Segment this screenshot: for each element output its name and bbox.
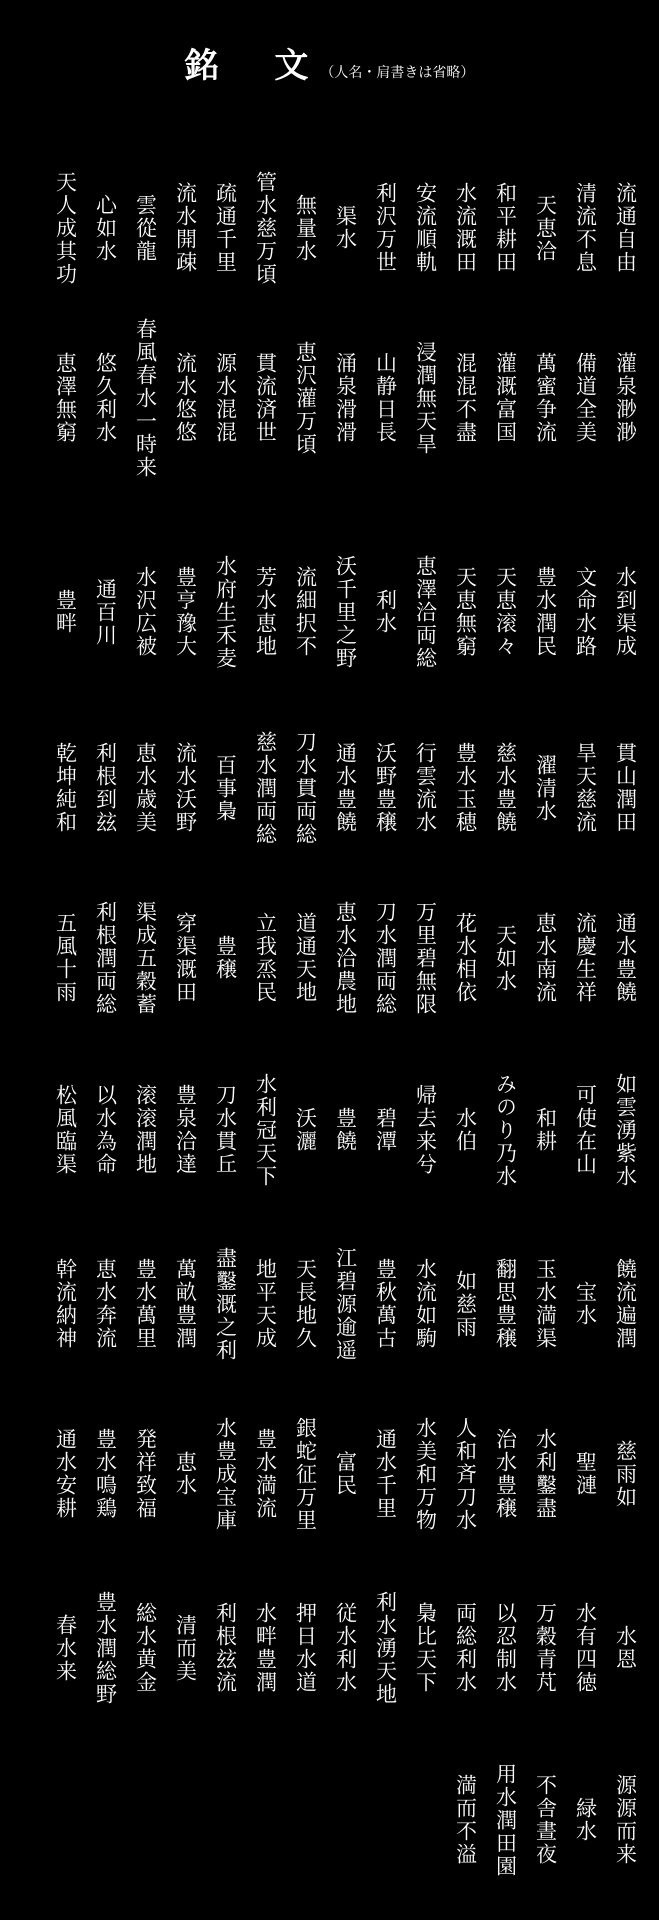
inscription-phrase: 清而美 [173, 1613, 198, 1683]
inscription-phrase: 総水黄金 [133, 1602, 158, 1694]
inscription-column [485, 298, 525, 498]
inscription-column [405, 1030, 445, 1230]
inscription-phrase: 通水安耕 [53, 1428, 78, 1520]
inscription-phrase: 水利冠天下 [253, 1072, 278, 1188]
inscription-phrase: 水流溉田 [453, 182, 478, 274]
inscription-phrase: 梟比天下 [413, 1602, 438, 1694]
inscription-phrase: 豊秋萬古 [373, 1258, 398, 1350]
inscription-phrase: 両総利水 [453, 1602, 478, 1694]
inscription-phrase: 地平天成 [253, 1258, 278, 1350]
inscription-phrase: 饒流遍潤 [613, 1258, 638, 1350]
inscription-column [205, 298, 245, 498]
inscription-column [125, 298, 165, 498]
inscription-column [485, 858, 525, 1058]
inscription-phrase: 治水豊穣 [493, 1428, 518, 1520]
inscription-column [325, 858, 365, 1058]
inscription-column [525, 512, 565, 712]
inscription-column [525, 1374, 565, 1574]
inscription-phrase: 利水 [373, 589, 398, 635]
inscription-column [525, 858, 565, 1058]
page-subtitle: （人名・肩書きは省略） [320, 65, 475, 81]
inscription-column [525, 1720, 565, 1920]
inscription-phrase: 通百川 [93, 577, 118, 647]
inscription-phrase: 豊水鳴鶏 [93, 1428, 118, 1520]
inscription-block [5, 1030, 645, 1230]
inscription-column [285, 298, 325, 498]
inscription-column [485, 1548, 525, 1748]
inscription-phrase: 貫流済世 [253, 352, 278, 444]
inscription-column [405, 512, 445, 712]
inscription-phrase: 渠成五穀蓄 [133, 900, 158, 1016]
inscription-phrase: 和耕 [533, 1107, 558, 1153]
inscription-phrase: 清流不息 [573, 182, 598, 274]
inscription-phrase: 豊水満流 [253, 1428, 278, 1520]
inscription-phrase: 慈水潤両総 [253, 730, 278, 846]
inscription-phrase: 滚滚潤地 [133, 1084, 158, 1176]
inscription-phrase: 玉水満渠 [533, 1258, 558, 1350]
inscription-phrase: 天長地久 [293, 1258, 318, 1350]
inscription-phrase: 流水沃野 [173, 742, 198, 834]
inscription-phrase: 豊水萬里 [133, 1258, 158, 1350]
inscription-phrase: 和平耕田 [493, 182, 518, 274]
inscription-block [5, 1548, 645, 1748]
inscription-phrase: 利沢万世 [373, 182, 398, 274]
inscription-phrase: 水府生禾麦 [213, 554, 238, 670]
inscription-phrase: 浸潤無天旱 [413, 340, 438, 456]
inscription-phrase: 恵水奔流 [93, 1258, 118, 1350]
inscription-phrase: 江碧源逾遥 [333, 1246, 358, 1362]
inscription-column [125, 1030, 165, 1230]
inscription-phrase: 以忍制水 [493, 1602, 518, 1694]
inscription-column [205, 512, 245, 712]
inscription-phrase: 文命水路 [573, 566, 598, 658]
inscription-phrase: 五風十雨 [53, 912, 78, 1004]
inscription-phrase: 翻思豊穣 [493, 1258, 518, 1350]
inscription-column [45, 1548, 85, 1748]
inscription-phrase: 水畔豊潤 [253, 1602, 278, 1694]
inscription-phrase: 発祥致福 [133, 1428, 158, 1520]
header [0, 38, 659, 87]
inscription-phrase: 帰去来兮 [413, 1084, 438, 1176]
inscription-column [445, 298, 485, 498]
inscription-block [5, 298, 645, 498]
inscription-phrase: 芳水恵地 [253, 566, 278, 658]
inscription-column [245, 512, 285, 712]
inscription-phrase: 水到渠成 [613, 566, 638, 658]
inscription-column [125, 1548, 165, 1748]
inscription-phrase: 渠水 [333, 205, 358, 251]
inscription-column [485, 1030, 525, 1230]
inscription-phrase: 百事梟 [213, 753, 238, 823]
page-title: 銘 文 [184, 46, 331, 86]
inscription-column [245, 858, 285, 1058]
inscription-column [565, 1548, 605, 1748]
inscription-phrase: 水恩 [613, 1625, 638, 1671]
inscription-phrase: 源源而来 [613, 1774, 638, 1866]
inscription-phrase: 水豊成宝庫 [213, 1416, 238, 1532]
inscription-phrase: 満而不溢 [453, 1774, 478, 1866]
inscription-phrase: 可使在山 [573, 1084, 598, 1176]
inscription-column [125, 1374, 165, 1574]
inscription-phrase: 刀水潤両総 [373, 900, 398, 1016]
inscription-column [85, 1030, 125, 1230]
inscription-column [45, 1030, 85, 1230]
inscription-phrase: 悠久利水 [93, 352, 118, 444]
inscription-phrase: 恵澤無窮 [53, 352, 78, 444]
inscription-phrase: 混混不盡 [453, 352, 478, 444]
inscription-phrase: 利水湧天地 [373, 1590, 398, 1706]
inscription-phrase: 天如水 [493, 923, 518, 993]
inscription-column [605, 858, 645, 1058]
inscription-phrase: 雲從龍 [133, 193, 158, 263]
inscription-phrase: みのり乃水 [493, 1072, 518, 1188]
inscription-phrase: 恵水洽農地 [333, 900, 358, 1016]
inscription-phrase: 灌溉富国 [493, 352, 518, 444]
inscription-column [205, 1374, 245, 1574]
inscription-phrase: 疏通千里 [213, 182, 238, 274]
inscription-column [565, 298, 605, 498]
inscription-column [85, 858, 125, 1058]
inscription-phrase: 利根潤両総 [93, 900, 118, 1016]
inscription-phrase: 灌泉渺渺 [613, 352, 638, 444]
inscription-phrase: 貫山潤田 [613, 742, 638, 834]
inscription-block [5, 512, 645, 712]
inscription-phrase: 通水豊饒 [613, 912, 638, 1004]
inscription-column [605, 298, 645, 498]
inscription-phrase: 水利鑿盡 [533, 1428, 558, 1520]
inscription-column [285, 1548, 325, 1748]
inscription-phrase: 水沢広被 [133, 566, 158, 658]
inscription-column [165, 298, 205, 498]
inscription-phrase: 涌泉滑滑 [333, 352, 358, 444]
inscription-column [605, 1030, 645, 1230]
inscription-phrase: 用水潤田園 [493, 1762, 518, 1878]
inscription-column [525, 1030, 565, 1230]
inscription-column [285, 1030, 325, 1230]
inscription-column [165, 1548, 205, 1748]
inscription-phrase: 慈雨如 [613, 1439, 638, 1509]
inscription-phrase: 豊泉洽達 [173, 1084, 198, 1176]
inscription-column [165, 1030, 205, 1230]
inscription-column [125, 512, 165, 712]
inscription-phrase: 従水利水 [333, 1602, 358, 1694]
inscription-phrase: 以水為命 [93, 1084, 118, 1176]
inscription-phrase: 不舎晝夜 [533, 1774, 558, 1866]
inscription-phrase: 宝水 [573, 1281, 598, 1327]
inscription-phrase: 恵澤洽両総 [413, 554, 438, 670]
inscription-phrase: 銀蛇征万里 [293, 1416, 318, 1532]
inscription-phrase: 管水慈万頃 [253, 170, 278, 286]
inscription-phrase: 通水豊饒 [333, 742, 358, 834]
inscription-phrase: 濯清水 [533, 753, 558, 823]
inscription-phrase: 沃千里之野 [333, 554, 358, 670]
inscription-phrase: 利根玆流 [213, 1602, 238, 1694]
inscription-phrase: 流通自由 [613, 182, 638, 274]
inscription-column [325, 1548, 365, 1748]
inscription-phrase: 山静日長 [373, 352, 398, 444]
inscription-phrase: 穿渠溉田 [173, 912, 198, 1004]
inscription-column [485, 1720, 525, 1920]
inscription-phrase: 花水相依 [453, 912, 478, 1004]
inscription-phrase: 立我烝民 [253, 912, 278, 1004]
inscription-column [365, 1030, 405, 1230]
inscription-phrase: 天恵洽 [533, 193, 558, 263]
inscription-phrase: 松風臨渠 [53, 1084, 78, 1176]
inscription-column [565, 512, 605, 712]
inscription-column [125, 858, 165, 1058]
inscription-phrase: 富民 [333, 1451, 358, 1497]
inscription-phrase: 盡鑿溉之利 [213, 1246, 238, 1362]
inscription-phrase: 如雲湧紫水 [613, 1072, 638, 1188]
inscription-column [605, 1374, 645, 1574]
inscription-column [365, 1374, 405, 1574]
inscription-phrase: 恵水 [173, 1451, 198, 1497]
inscription-phrase: 慈水豊饒 [493, 742, 518, 834]
inscription-column [485, 1374, 525, 1574]
inscription-column [445, 1374, 485, 1574]
inscription-phrase: 刀水貫両総 [293, 730, 318, 846]
inscription-phrase: 恵水歳美 [133, 742, 158, 834]
inscription-column [285, 1374, 325, 1574]
inscription-phrase: 沃灑 [293, 1107, 318, 1153]
inscription-phrase: 豊水玉穂 [453, 742, 478, 834]
inscription-column [365, 1548, 405, 1748]
inscription-column [485, 512, 525, 712]
inscription-column [45, 512, 85, 712]
inscription-column [565, 1374, 605, 1574]
inscription-phrase: 旱天慈流 [573, 742, 598, 834]
inscription-phrase: 万里碧無限 [413, 900, 438, 1016]
inscription-phrase: 万穀青芃 [533, 1602, 558, 1694]
inscription-phrase: 萬畝豊潤 [173, 1258, 198, 1350]
inscription-block [5, 1374, 645, 1574]
inscription-phrase: 恵沢灌万頃 [293, 340, 318, 456]
inscription-phrase: 萬蜜争流 [533, 352, 558, 444]
inscription-column [245, 1548, 285, 1748]
inscription-column [565, 1030, 605, 1230]
inscription-column [445, 1720, 485, 1920]
inscription-phrase: 流水開疎 [173, 182, 198, 274]
inscription-column [85, 1374, 125, 1574]
inscription-column [565, 1720, 605, 1920]
inscription-column [205, 858, 245, 1058]
inscription-phrase: 行雲流水 [413, 742, 438, 834]
inscription-column [85, 298, 125, 498]
inscription-column [45, 1374, 85, 1574]
inscription-phrase: 豊水潤総野 [93, 1590, 118, 1706]
inscription-phrase: 通水千里 [373, 1428, 398, 1520]
inscription-phrase: 水美和万物 [413, 1416, 438, 1532]
inscription-column [445, 512, 485, 712]
inscription-column [525, 1548, 565, 1748]
inscription-column [245, 298, 285, 498]
inscription-phrase: 豊穣 [213, 935, 238, 981]
inscription-phrase: 幹流納神 [53, 1258, 78, 1350]
inscription-phrase: 緑水 [573, 1797, 598, 1843]
inscription-column [605, 1548, 645, 1748]
inscription-block [5, 858, 645, 1058]
inscription-column [285, 858, 325, 1058]
inscription-phrase: 沃野豊穣 [373, 742, 398, 834]
inscription-block [5, 1720, 645, 1920]
inscription-column [245, 1374, 285, 1574]
inscription-phrase: 天人成其功 [53, 170, 78, 286]
inscription-phrase: 流慶生祥 [573, 912, 598, 1004]
inscription-phrase: 心如水 [93, 193, 118, 263]
inscription-column [605, 512, 645, 712]
inscription-phrase: 利根到玆 [93, 742, 118, 834]
inscription-column [325, 1030, 365, 1230]
inscription-phrase: 押日水道 [293, 1602, 318, 1694]
inscription-column [365, 512, 405, 712]
inscription-phrase: 流細択不 [293, 566, 318, 658]
inscription-phrase: 安流順軌 [413, 182, 438, 274]
inscription-phrase: 天恵無窮 [453, 566, 478, 658]
inscription-phrase: 刀水貫丘 [213, 1084, 238, 1176]
inscription-phrase: 豊畔 [53, 589, 78, 635]
inscription-column [405, 1374, 445, 1574]
inscription-column [165, 1374, 205, 1574]
inscription-phrase: 道通天地 [293, 912, 318, 1004]
inscription-phrase: 水伯 [453, 1107, 478, 1153]
inscription-column [45, 298, 85, 498]
inscription-column [45, 858, 85, 1058]
inscription-phrase: 天恵滚々 [493, 566, 518, 658]
inscription-column [85, 512, 125, 712]
inscription-phrase: 聖漣 [573, 1451, 598, 1497]
inscription-phrase: 源水混混 [213, 352, 238, 444]
inscription-phrase: 流水悠悠 [173, 352, 198, 444]
inscription-phrase: 如慈雨 [453, 1269, 478, 1339]
inscription-column [405, 858, 445, 1058]
inscription-phrase: 春風春水一時来 [133, 317, 158, 479]
inscription-phrase: 豊水潤民 [533, 566, 558, 658]
inscription-column [85, 1548, 125, 1748]
inscription-phrase: 乾坤純和 [53, 742, 78, 834]
inscription-phrase: 水流如駒 [413, 1258, 438, 1350]
inscription-column [325, 512, 365, 712]
inscription-column [165, 858, 205, 1058]
inscription-column [205, 1548, 245, 1748]
inscription-phrase: 水有四徳 [573, 1602, 598, 1694]
inscription-column [165, 512, 205, 712]
inscription-phrase: 春水来 [53, 1613, 78, 1683]
inscription-column [325, 298, 365, 498]
inscription-column [445, 1548, 485, 1748]
inscription-column [525, 298, 565, 498]
inscription-column [285, 512, 325, 712]
inscription-phrase: 恵水南流 [533, 912, 558, 1004]
inscription-column [405, 298, 445, 498]
inscription-phrase: 豊饒 [333, 1107, 358, 1153]
inscription-column [245, 1030, 285, 1230]
inscription-column [605, 1720, 645, 1920]
inscription-phrase: 無量水 [293, 193, 318, 263]
inscription-column [445, 858, 485, 1058]
inscription-column [365, 858, 405, 1058]
inscription-phrase: 碧潭 [373, 1107, 398, 1153]
inscription-phrase: 豊亨豫大 [173, 566, 198, 658]
inscription-column [405, 1548, 445, 1748]
inscription-column [445, 1030, 485, 1230]
inscription-column [565, 858, 605, 1058]
inscription-column [365, 298, 405, 498]
inscription-phrase: 備道全美 [573, 352, 598, 444]
inscription-phrase: 人和斉刀水 [453, 1416, 478, 1532]
inscription-column [325, 1374, 365, 1574]
inscription-column [205, 1030, 245, 1230]
